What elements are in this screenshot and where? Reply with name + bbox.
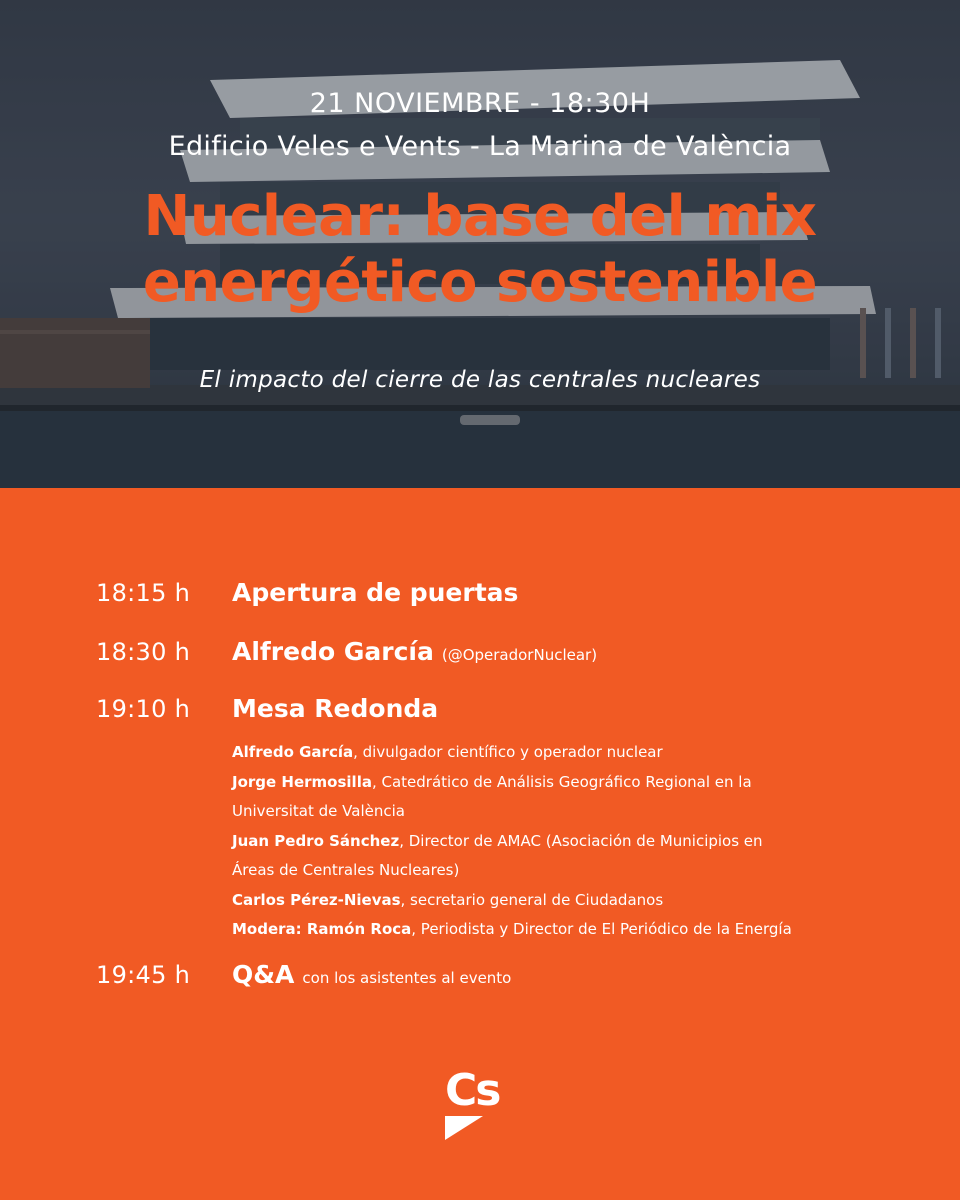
panelist-name: Jorge Hermosilla — [232, 772, 372, 791]
agenda-note: (@OperadorNuclear) — [441, 646, 598, 664]
agenda-title: Q&A — [232, 960, 295, 989]
panelist-role-cont: Áreas de Centrales Nucleares) — [232, 861, 460, 879]
event-subtitle: El impacto del cierre de las centrales nucleares — [199, 367, 761, 393]
agenda-item — [96, 637, 597, 666]
panelist — [232, 827, 872, 886]
panelist-name: Modera: Ramón Roca — [232, 920, 412, 938]
logo-triangle-icon — [445, 1112, 485, 1142]
agenda-item — [96, 578, 518, 607]
panelist-role: , Catedrático de Análisis Geográfico Regional en la — [371, 772, 752, 791]
panel-list — [232, 738, 872, 945]
panelist-name: Alfredo García — [232, 743, 354, 761]
logo-text: Cs — [445, 1065, 500, 1116]
event-date-time: 21 NOVIEMBRE - 18:30H — [309, 88, 651, 119]
event-title-line2: energético sostenible — [142, 250, 818, 315]
agenda-time: 19:10 h — [96, 695, 191, 723]
agenda-title: Apertura de puertas — [232, 578, 519, 607]
agenda-title: Mesa Redonda — [232, 694, 439, 723]
ciudadanos-logo — [445, 1065, 517, 1146]
panelist-role: , Periodista y Director de El Periódico de la Energía — [411, 920, 792, 938]
panelist-role: , divulgador científico y operador nuclear — [353, 743, 663, 761]
event-venue: Edificio Veles e Vents - La Marina de València — [168, 131, 792, 162]
panelist-role-cont: Universitat de València — [232, 802, 405, 820]
panelist-role: , Director de AMAC (Asociación de Municipios en — [399, 831, 763, 850]
agenda-item — [96, 694, 438, 723]
event-title — [0, 184, 960, 316]
agenda-item — [96, 960, 511, 989]
panelist — [232, 738, 872, 768]
agenda-note: con los asistentes al evento — [302, 969, 512, 987]
agenda-title: Alfredo García — [232, 637, 434, 666]
agenda-time: 19:45 h — [96, 961, 191, 989]
panelist — [232, 915, 872, 945]
agenda-time: 18:30 h — [96, 638, 191, 666]
event-title-line1: Nuclear: base del mix — [143, 184, 817, 249]
panelist-role: , secretario general de Ciudadanos — [400, 890, 664, 909]
panelist — [232, 886, 872, 916]
panelist-name: Juan Pedro Sánchez — [232, 831, 400, 850]
panelist — [232, 768, 872, 827]
hero-banner — [0, 0, 960, 488]
agenda-time: 18:15 h — [96, 579, 191, 607]
panelist-name: Carlos Pérez-Nievas — [232, 890, 401, 909]
